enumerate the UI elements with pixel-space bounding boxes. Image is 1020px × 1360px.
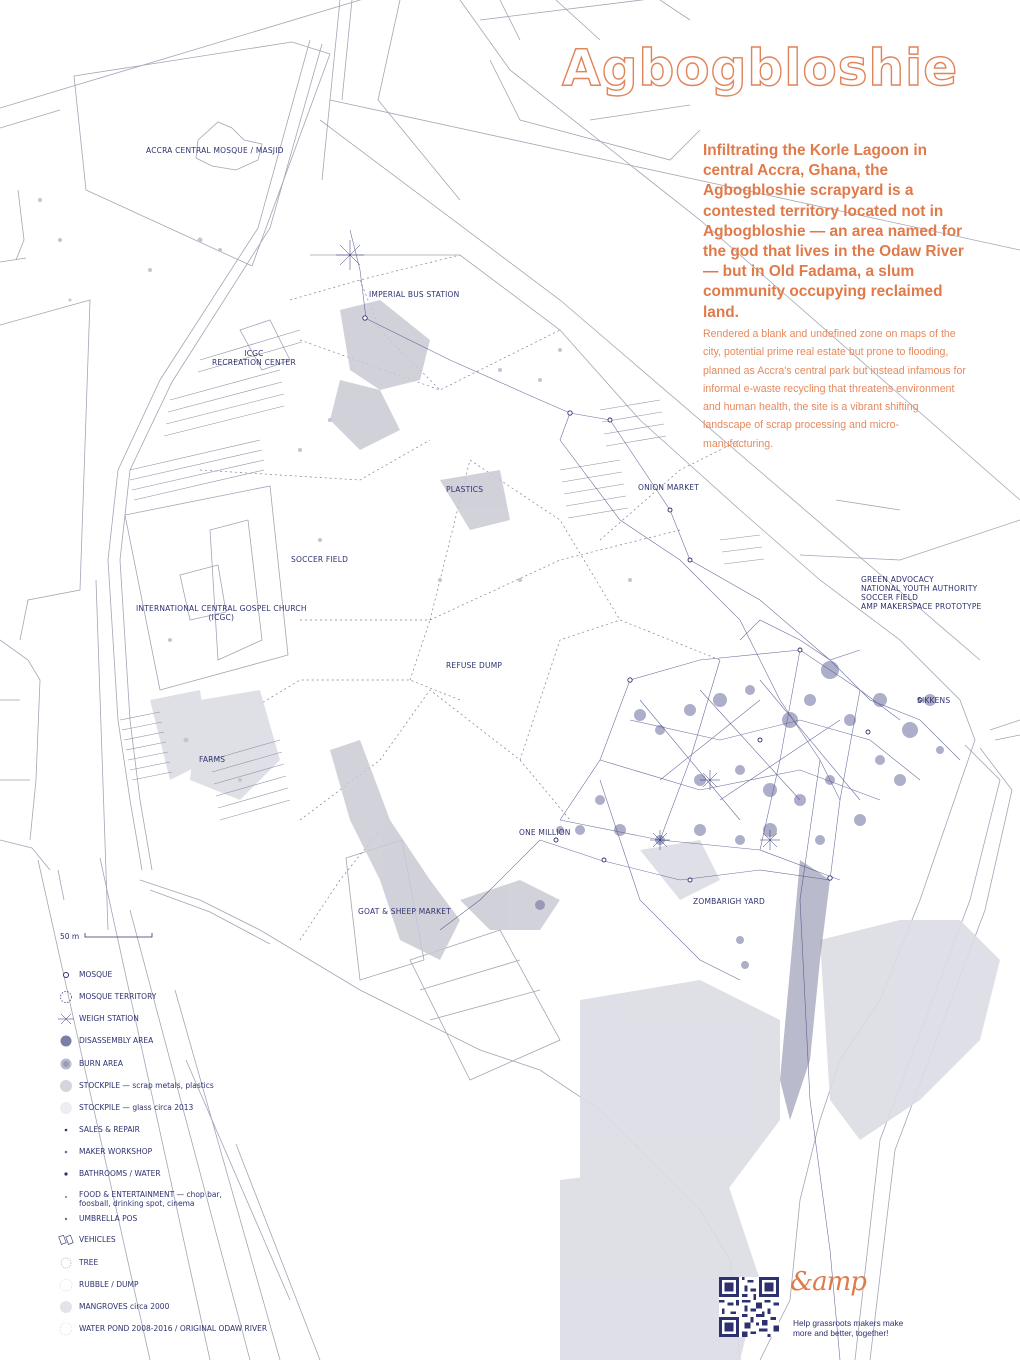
legend-item xyxy=(56,1190,229,1210)
sales-repair-icon xyxy=(56,1123,76,1137)
legend-item xyxy=(56,989,156,1005)
qr-code[interactable] xyxy=(719,1277,779,1337)
disassembly-area-icon xyxy=(56,1034,76,1048)
vehicles-icon xyxy=(56,1233,76,1247)
legend-item xyxy=(56,1144,152,1160)
amp-logo: &amp xyxy=(790,1267,866,1297)
legend-label: SALES & REPAIR xyxy=(79,1125,140,1134)
map-label-church: INTERNATIONAL CENTRAL GOSPEL CHURCH (ICGC) xyxy=(136,604,307,622)
legend-item xyxy=(56,1299,169,1315)
mosque-territory-icon xyxy=(56,990,76,1004)
map-label-mosque: ACCRA CENTRAL MOSQUE / MASJID xyxy=(146,146,284,155)
map-label-plastics: PLASTICS xyxy=(446,485,484,494)
map-label-soccer-field: SOCCER FIELD xyxy=(291,555,349,564)
legend-label: WATER POND 2008-2016 / ORIGINAL ODAW RIVER xyxy=(79,1324,268,1333)
map-label-onion-market: ONION MARKET xyxy=(638,483,700,492)
legend-label: VEHICLES xyxy=(79,1235,116,1244)
tagline: Help grassroots makers make more and better, together! xyxy=(793,1318,904,1338)
map-label-goat-sheep-market: GOAT & SHEEP MARKET xyxy=(358,907,451,916)
legend-item xyxy=(56,1033,153,1049)
scale-line-icon xyxy=(84,932,154,938)
legend-item xyxy=(56,1100,193,1116)
burn-area-icon xyxy=(56,1057,76,1071)
scale-bar xyxy=(60,926,154,944)
map-label-sikkens: SIKKENS xyxy=(917,696,951,705)
map-label-icgc-recreation: ICGC RECREATION CENTER xyxy=(212,349,296,367)
legend-label: BATHROOMS / WATER xyxy=(79,1169,161,1178)
stockpile-glass-icon xyxy=(56,1101,76,1115)
legend-label: STOCKPILE — scrap metals, plastics xyxy=(79,1081,214,1090)
legend-label: MOSQUE xyxy=(79,970,113,979)
legend-item xyxy=(56,1232,116,1248)
legend-item xyxy=(56,967,112,983)
legend-label: RUBBLE / DUMP xyxy=(79,1280,139,1289)
map-label-bus-station: IMPERIAL BUS STATION xyxy=(369,290,460,299)
lede-paragraph: Infiltrating the Korle Lagoon in central Accra, Ghana, the Agbogbloshie scrapyard is a contested territory located not in Agbogbloshie — an area named for the god that lives in the Odaw River — but in Old Fadama, a slum community occupying reclaimed land. xyxy=(703,142,964,321)
mosque-icon xyxy=(56,968,76,982)
scale-label: 50 m xyxy=(60,932,80,941)
map-label-green-advocacy: GREEN ADVOCACY NATIONAL YOUTH AUTHORITY SOCCER FIELD AMP MAKERSPACE PROTOTYPE xyxy=(861,575,982,611)
mangroves-icon xyxy=(56,1300,76,1314)
rubble-dump-icon xyxy=(56,1278,76,1292)
stockpile-scrap-icon xyxy=(56,1079,76,1093)
page-title: Agbogbloshie xyxy=(562,39,959,97)
umbrella-pos-icon xyxy=(56,1212,76,1226)
legend-label: MAKER WORKSHOP xyxy=(79,1147,153,1156)
legend-label: MANGROVES circa 2000 xyxy=(79,1302,170,1311)
legend-label: UMBRELLA POS xyxy=(79,1214,138,1223)
legend-item xyxy=(56,1056,123,1072)
legend-item xyxy=(56,1277,138,1293)
body-paragraph: Rendered a blank and undefined zone on maps of the city, potential prime real estate but prone to flooding, planned as Accra's central park but instead infamous for informal e-waste recycling that threatens environment and human health, the site is a vibrant shifting landscape of scrap processing and micro-manufacturing. xyxy=(703,328,966,450)
legend-item xyxy=(56,1078,214,1094)
legend-item xyxy=(56,1011,139,1027)
legend-item xyxy=(56,1122,140,1138)
map-label-farms: FARMS xyxy=(199,755,226,764)
legend-item xyxy=(56,1166,161,1182)
legend-item xyxy=(56,1321,267,1337)
water-pond-icon xyxy=(56,1322,76,1336)
weigh-station-icon xyxy=(56,1012,76,1026)
legend-label: MOSQUE TERRITORY xyxy=(79,992,157,1001)
food-entertainment-icon xyxy=(56,1190,76,1204)
legend-item xyxy=(56,1211,137,1227)
map-label-one-million: ONE MILLION xyxy=(519,828,571,837)
legend-label: TREE xyxy=(79,1258,99,1267)
legend-label: STOCKPILE — glass circa 2013 xyxy=(79,1103,194,1112)
map-label-zombarigh-yard: ZOMBARIGH YARD xyxy=(693,897,765,906)
legend-label: FOOD & ENTERTAINMENT — chop bar, foosball, drinking spot, cinema xyxy=(79,1190,222,1208)
legend-label: BURN AREA xyxy=(79,1059,124,1068)
tree-icon xyxy=(56,1256,76,1270)
map-label-refuse-dump: REFUSE DUMP xyxy=(446,661,503,670)
legend-label: DISASSEMBLY AREA xyxy=(79,1036,154,1045)
legend-item xyxy=(56,1255,98,1271)
bathrooms-water-icon xyxy=(56,1167,76,1181)
legend-label: WEIGH STATION xyxy=(79,1014,139,1023)
maker-workshop-icon xyxy=(56,1145,76,1159)
